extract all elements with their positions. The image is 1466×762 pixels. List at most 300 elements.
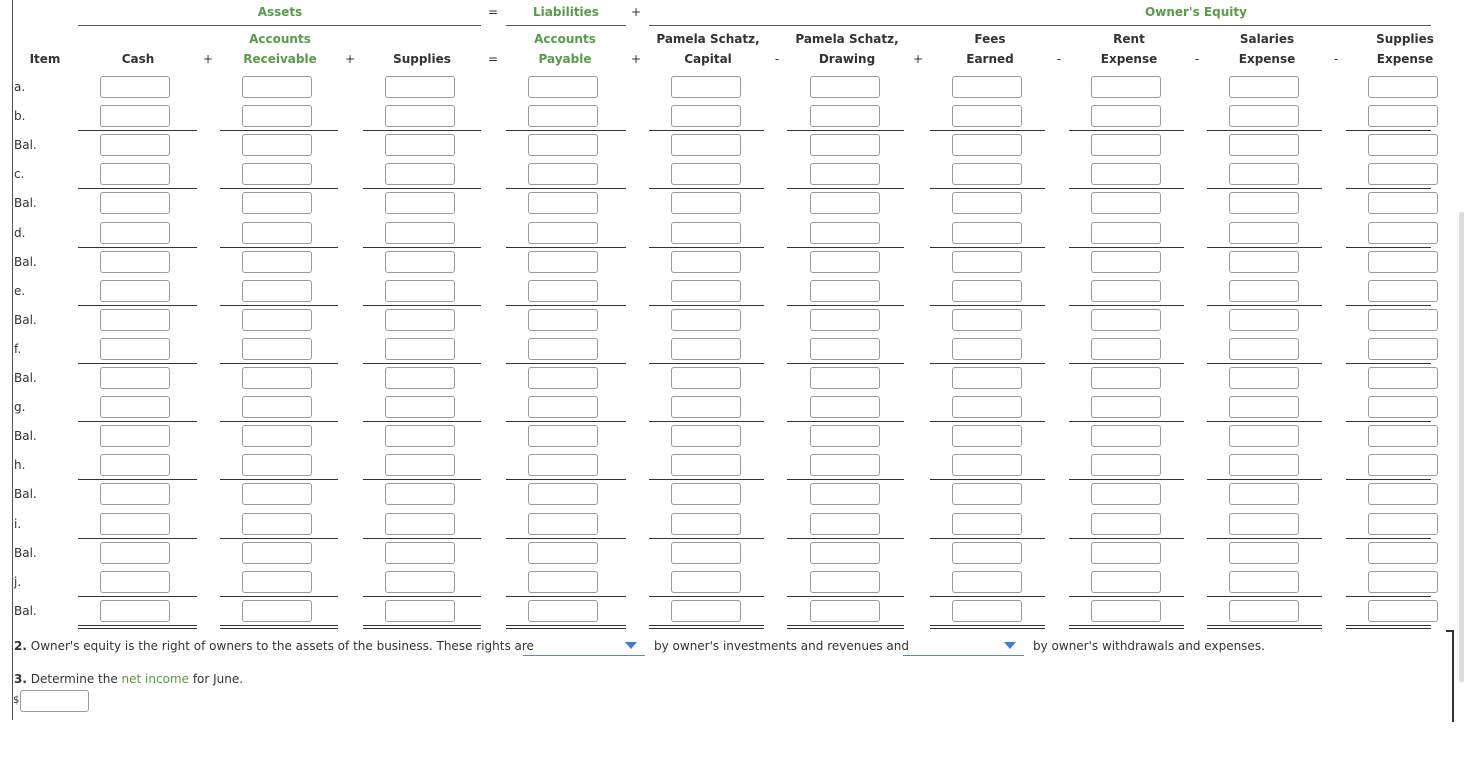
amount-input[interactable] <box>1091 251 1161 273</box>
amount-input[interactable] <box>952 163 1022 185</box>
double-underline <box>220 625 338 629</box>
amount-input[interactable] <box>1091 163 1161 185</box>
amount-input[interactable] <box>952 251 1022 273</box>
column-header: Capital <box>684 52 732 66</box>
rights-increased-dropdown[interactable] <box>523 638 645 656</box>
amount-input[interactable] <box>385 396 455 418</box>
frame-right-border <box>1452 630 1454 722</box>
net-income-link[interactable]: net income <box>121 672 189 686</box>
amount-input[interactable] <box>1229 396 1299 418</box>
amount-input[interactable] <box>810 338 880 360</box>
amount-input[interactable] <box>385 542 455 564</box>
amount-input[interactable] <box>671 425 741 447</box>
total-underline <box>1069 130 1184 131</box>
total-underline <box>506 538 626 539</box>
item-header: Item <box>29 52 61 66</box>
column-header-line1: Rent <box>1113 32 1145 46</box>
column-operator: - <box>1333 52 1339 66</box>
amount-input[interactable] <box>671 513 741 535</box>
amount-input[interactable] <box>1368 396 1438 418</box>
total-underline <box>506 596 626 597</box>
total-underline <box>1069 305 1184 306</box>
total-underline <box>1346 538 1431 539</box>
amount-input[interactable] <box>952 513 1022 535</box>
amount-input[interactable] <box>1368 222 1438 244</box>
total-underline <box>220 596 338 597</box>
amount-input[interactable] <box>528 367 598 389</box>
total-underline <box>930 479 1045 480</box>
amount-input[interactable] <box>810 163 880 185</box>
amount-input[interactable] <box>528 425 598 447</box>
amount-input[interactable] <box>385 76 455 98</box>
double-underline <box>363 625 481 629</box>
double-underline <box>1346 625 1431 629</box>
assets-group-header: Assets <box>257 5 303 19</box>
amount-input[interactable] <box>528 600 598 622</box>
amount-input[interactable] <box>1229 600 1299 622</box>
amount-input[interactable] <box>1368 192 1438 214</box>
amount-input[interactable] <box>671 105 741 127</box>
amount-input[interactable] <box>671 542 741 564</box>
total-underline <box>1207 421 1322 422</box>
amount-input[interactable] <box>385 251 455 273</box>
amount-input[interactable] <box>385 600 455 622</box>
chevron-down-icon <box>625 642 637 649</box>
amount-input[interactable] <box>671 222 741 244</box>
amount-input[interactable] <box>671 309 741 331</box>
column-header: Supplies <box>393 52 451 66</box>
total-underline <box>787 188 904 189</box>
amount-input[interactable] <box>810 134 880 156</box>
total-underline <box>1207 188 1322 189</box>
chevron-down-icon <box>1004 642 1016 649</box>
amount-input[interactable] <box>100 192 170 214</box>
total-underline <box>1069 421 1184 422</box>
double-underline <box>930 625 1045 629</box>
total-underline <box>363 363 481 364</box>
amount-input[interactable] <box>1229 222 1299 244</box>
amount-input[interactable] <box>528 280 598 302</box>
total-underline <box>1207 538 1322 539</box>
total-underline <box>506 188 626 189</box>
amount-input[interactable] <box>1091 367 1161 389</box>
double-underline <box>1207 625 1322 629</box>
total-underline <box>1069 538 1184 539</box>
amount-input[interactable] <box>1229 571 1299 593</box>
amount-input[interactable] <box>952 338 1022 360</box>
amount-input[interactable] <box>810 192 880 214</box>
amount-input[interactable] <box>242 396 312 418</box>
amount-input[interactable] <box>100 396 170 418</box>
amount-input[interactable] <box>385 280 455 302</box>
amount-input[interactable] <box>100 513 170 535</box>
amount-input[interactable] <box>810 483 880 505</box>
column-header-line1: Pamela Schatz, <box>795 32 899 46</box>
amount-input[interactable] <box>100 542 170 564</box>
total-underline <box>363 421 481 422</box>
amount-input[interactable] <box>528 192 598 214</box>
amount-input[interactable] <box>242 542 312 564</box>
amount-input[interactable] <box>952 425 1022 447</box>
question-2 <box>14 639 534 653</box>
amount-input[interactable] <box>810 105 880 127</box>
amount-input[interactable] <box>1091 134 1161 156</box>
amount-input[interactable] <box>1229 105 1299 127</box>
amount-input[interactable] <box>1368 251 1438 273</box>
amount-input[interactable] <box>242 309 312 331</box>
amount-input[interactable] <box>385 192 455 214</box>
amount-input[interactable] <box>1368 309 1438 331</box>
amount-input[interactable] <box>242 571 312 593</box>
amount-input[interactable] <box>952 396 1022 418</box>
amount-input[interactable] <box>100 338 170 360</box>
amount-input[interactable] <box>1229 367 1299 389</box>
amount-input[interactable] <box>528 396 598 418</box>
amount-input[interactable] <box>1091 483 1161 505</box>
total-underline <box>930 421 1045 422</box>
amount-input[interactable] <box>385 571 455 593</box>
amount-input[interactable] <box>952 76 1022 98</box>
amount-input[interactable] <box>1368 571 1438 593</box>
amount-input[interactable] <box>671 483 741 505</box>
total-underline <box>78 188 197 189</box>
amount-input[interactable] <box>528 454 598 476</box>
amount-input[interactable] <box>810 571 880 593</box>
total-underline <box>506 305 626 306</box>
column-operator: - <box>1056 52 1062 66</box>
amount-input[interactable] <box>1368 134 1438 156</box>
total-underline <box>506 479 626 480</box>
question-2-number: 2. <box>14 639 27 653</box>
amount-input[interactable] <box>385 513 455 535</box>
amount-input[interactable] <box>242 76 312 98</box>
amount-input[interactable] <box>952 192 1022 214</box>
total-underline <box>363 538 481 539</box>
total-underline <box>930 130 1045 131</box>
amount-input[interactable] <box>242 163 312 185</box>
equals-operator: = <box>488 5 499 19</box>
amount-input[interactable] <box>671 192 741 214</box>
amount-input[interactable] <box>385 105 455 127</box>
amount-input[interactable] <box>1091 425 1161 447</box>
total-underline <box>220 363 338 364</box>
amount-input[interactable] <box>671 76 741 98</box>
vertical-scrollbar[interactable] <box>1459 212 1464 682</box>
amount-input[interactable] <box>100 425 170 447</box>
row-label: Bal. <box>14 255 37 269</box>
amount-input[interactable] <box>810 251 880 273</box>
amount-input[interactable] <box>1229 309 1299 331</box>
amount-input[interactable] <box>810 309 880 331</box>
amount-input[interactable] <box>100 222 170 244</box>
amount-input[interactable] <box>242 192 312 214</box>
amount-input[interactable] <box>810 513 880 535</box>
amount-input[interactable] <box>810 76 880 98</box>
amount-input[interactable] <box>100 163 170 185</box>
amount-input[interactable] <box>528 571 598 593</box>
amount-input[interactable] <box>810 542 880 564</box>
amount-input[interactable] <box>952 542 1022 564</box>
amount-input[interactable] <box>671 600 741 622</box>
total-underline <box>1346 305 1431 306</box>
amount-input[interactable] <box>100 571 170 593</box>
amount-input[interactable] <box>671 163 741 185</box>
row-label: f. <box>14 342 22 356</box>
row-label: e. <box>14 284 26 298</box>
total-underline <box>363 130 481 131</box>
amount-input[interactable] <box>242 134 312 156</box>
amount-input[interactable] <box>385 454 455 476</box>
total-underline <box>220 305 338 306</box>
amount-input[interactable] <box>952 600 1022 622</box>
total-underline <box>1069 479 1184 480</box>
amount-input[interactable] <box>952 105 1022 127</box>
amount-input[interactable] <box>1368 600 1438 622</box>
amount-input[interactable] <box>952 309 1022 331</box>
amount-input[interactable] <box>671 571 741 593</box>
amount-input[interactable] <box>1368 163 1438 185</box>
amount-input[interactable] <box>1229 513 1299 535</box>
amount-input[interactable] <box>528 76 598 98</box>
amount-input[interactable] <box>528 483 598 505</box>
double-underline <box>506 625 626 629</box>
amount-input[interactable] <box>952 367 1022 389</box>
amount-input[interactable] <box>810 454 880 476</box>
question-3 <box>14 672 243 686</box>
amount-input[interactable] <box>952 134 1022 156</box>
amount-input[interactable] <box>810 396 880 418</box>
amount-input[interactable] <box>1229 251 1299 273</box>
amount-input[interactable] <box>952 280 1022 302</box>
amount-input[interactable] <box>1091 280 1161 302</box>
amount-input[interactable] <box>528 105 598 127</box>
amount-input[interactable] <box>1368 542 1438 564</box>
amount-input[interactable] <box>1091 571 1161 593</box>
amount-input[interactable] <box>242 454 312 476</box>
row-label: Bal. <box>14 429 37 443</box>
owners-equity-group-header: Owner's Equity <box>1145 5 1247 19</box>
amount-input[interactable] <box>671 367 741 389</box>
amount-input[interactable] <box>1368 280 1438 302</box>
total-underline <box>220 188 338 189</box>
double-underline <box>787 625 904 629</box>
total-underline <box>649 421 764 422</box>
amount-input[interactable] <box>385 309 455 331</box>
amount-input[interactable] <box>1229 425 1299 447</box>
amount-input[interactable] <box>100 134 170 156</box>
amount-input[interactable] <box>528 163 598 185</box>
question-2-text-after: by owner's withdrawals and expenses. <box>1033 639 1265 653</box>
total-underline <box>1207 305 1322 306</box>
total-underline <box>787 596 904 597</box>
amount-input[interactable] <box>242 483 312 505</box>
amount-input[interactable] <box>1368 76 1438 98</box>
amount-input[interactable] <box>528 338 598 360</box>
amount-input[interactable] <box>671 280 741 302</box>
amount-input[interactable] <box>1091 338 1161 360</box>
amount-input[interactable] <box>100 454 170 476</box>
column-header-line1: Salaries <box>1239 32 1295 46</box>
total-underline <box>363 479 481 480</box>
amount-input[interactable] <box>1229 542 1299 564</box>
total-underline <box>1346 130 1431 131</box>
amount-input[interactable] <box>385 483 455 505</box>
amount-input[interactable] <box>671 396 741 418</box>
amount-input[interactable] <box>1229 338 1299 360</box>
amount-input[interactable] <box>1091 600 1161 622</box>
amount-input[interactable] <box>1368 513 1438 535</box>
column-header: Earned <box>966 52 1014 66</box>
amount-input[interactable] <box>385 222 455 244</box>
column-operator: = <box>488 52 499 66</box>
amount-input[interactable] <box>242 222 312 244</box>
column-header-line1: Pamela Schatz, <box>656 32 760 46</box>
amount-input[interactable] <box>385 338 455 360</box>
amount-input[interactable] <box>242 425 312 447</box>
column-header-line1: Supplies <box>1376 32 1434 46</box>
amount-input[interactable] <box>810 222 880 244</box>
row-label: h. <box>14 458 26 472</box>
row-label: b. <box>14 109 26 123</box>
amount-input[interactable] <box>1229 454 1299 476</box>
question-2-text-before: Owner's equity is the right of owners to the assets of the business. These rights are <box>30 639 534 653</box>
total-underline <box>78 479 197 480</box>
column-header: Expense <box>1100 52 1158 66</box>
amount-input[interactable] <box>810 367 880 389</box>
amount-input[interactable] <box>952 454 1022 476</box>
total-underline <box>220 130 338 131</box>
amount-input[interactable] <box>952 222 1022 244</box>
amount-input[interactable] <box>810 425 880 447</box>
amount-input[interactable] <box>810 280 880 302</box>
total-underline <box>363 305 481 306</box>
amount-input[interactable] <box>1229 134 1299 156</box>
total-underline <box>1069 596 1184 597</box>
row-label: g. <box>14 400 26 414</box>
amount-input[interactable] <box>100 251 170 273</box>
amount-input[interactable] <box>1091 192 1161 214</box>
total-underline <box>1346 596 1431 597</box>
total-underline <box>78 421 197 422</box>
amount-input[interactable] <box>1229 483 1299 505</box>
amount-input[interactable] <box>100 367 170 389</box>
total-underline <box>1207 596 1322 597</box>
column-header: Payable <box>538 52 592 66</box>
liabilities-group-header: Liabilities <box>533 5 599 19</box>
column-operator: + <box>631 52 642 66</box>
amount-input[interactable] <box>1368 338 1438 360</box>
rights-decreased-dropdown[interactable] <box>903 638 1024 656</box>
amount-input[interactable] <box>1091 105 1161 127</box>
amount-input[interactable] <box>242 600 312 622</box>
column-operator: - <box>1194 52 1200 66</box>
amount-input[interactable] <box>1229 192 1299 214</box>
amount-input[interactable] <box>100 600 170 622</box>
amount-input[interactable] <box>385 367 455 389</box>
row-label: j. <box>14 575 22 589</box>
total-underline <box>363 188 481 189</box>
amount-input[interactable] <box>1091 513 1161 535</box>
amount-input[interactable] <box>1091 222 1161 244</box>
row-label: Bal. <box>14 604 37 618</box>
row-label: Bal. <box>14 196 37 210</box>
amount-input[interactable] <box>528 309 598 331</box>
amount-input[interactable] <box>385 163 455 185</box>
total-underline <box>220 247 338 248</box>
amount-input[interactable] <box>671 454 741 476</box>
amount-input[interactable] <box>671 134 741 156</box>
amount-input[interactable] <box>528 222 598 244</box>
amount-input[interactable] <box>242 280 312 302</box>
row-label: c. <box>14 167 25 181</box>
amount-input[interactable] <box>810 600 880 622</box>
amount-input[interactable] <box>242 513 312 535</box>
amount-input[interactable] <box>1091 396 1161 418</box>
amount-input[interactable] <box>1091 542 1161 564</box>
total-underline <box>649 130 764 131</box>
net-income-input[interactable] <box>20 690 89 712</box>
amount-input[interactable] <box>100 483 170 505</box>
total-underline <box>78 130 197 131</box>
total-underline <box>1346 363 1431 364</box>
amount-input[interactable] <box>1368 454 1438 476</box>
amount-input[interactable] <box>1091 309 1161 331</box>
amount-input[interactable] <box>528 513 598 535</box>
amount-input[interactable] <box>671 338 741 360</box>
amount-input[interactable] <box>1229 76 1299 98</box>
amount-input[interactable] <box>528 134 598 156</box>
assets-underline <box>78 25 481 26</box>
amount-input[interactable] <box>385 134 455 156</box>
amount-input[interactable] <box>1368 483 1438 505</box>
amount-input[interactable] <box>385 425 455 447</box>
column-header-line1: Accounts <box>534 32 596 46</box>
amount-input[interactable] <box>1368 105 1438 127</box>
amount-input[interactable] <box>242 251 312 273</box>
total-underline <box>649 596 764 597</box>
amount-input[interactable] <box>528 542 598 564</box>
amount-input[interactable] <box>1229 163 1299 185</box>
amount-input[interactable] <box>242 105 312 127</box>
amount-input[interactable] <box>242 338 312 360</box>
total-underline <box>787 247 904 248</box>
question-2-text-middle: by owner's investments and revenues and <box>654 639 909 653</box>
frame-left-border <box>12 0 13 720</box>
amount-input[interactable] <box>1091 76 1161 98</box>
amount-input[interactable] <box>1229 280 1299 302</box>
amount-input[interactable] <box>671 251 741 273</box>
total-underline <box>220 421 338 422</box>
amount-input[interactable] <box>1368 367 1438 389</box>
total-underline <box>1069 247 1184 248</box>
amount-input[interactable] <box>100 309 170 331</box>
amount-input[interactable] <box>100 280 170 302</box>
amount-input[interactable] <box>1368 425 1438 447</box>
amount-input[interactable] <box>528 251 598 273</box>
amount-input[interactable] <box>952 571 1022 593</box>
amount-input[interactable] <box>100 76 170 98</box>
owners-equity-underline <box>649 25 1431 26</box>
amount-input[interactable] <box>242 367 312 389</box>
amount-input[interactable] <box>100 105 170 127</box>
column-header: Drawing <box>818 52 876 66</box>
amount-input[interactable] <box>952 483 1022 505</box>
total-underline <box>506 247 626 248</box>
row-label: d. <box>14 226 26 240</box>
total-underline <box>930 247 1045 248</box>
total-underline <box>930 305 1045 306</box>
amount-input[interactable] <box>1091 454 1161 476</box>
